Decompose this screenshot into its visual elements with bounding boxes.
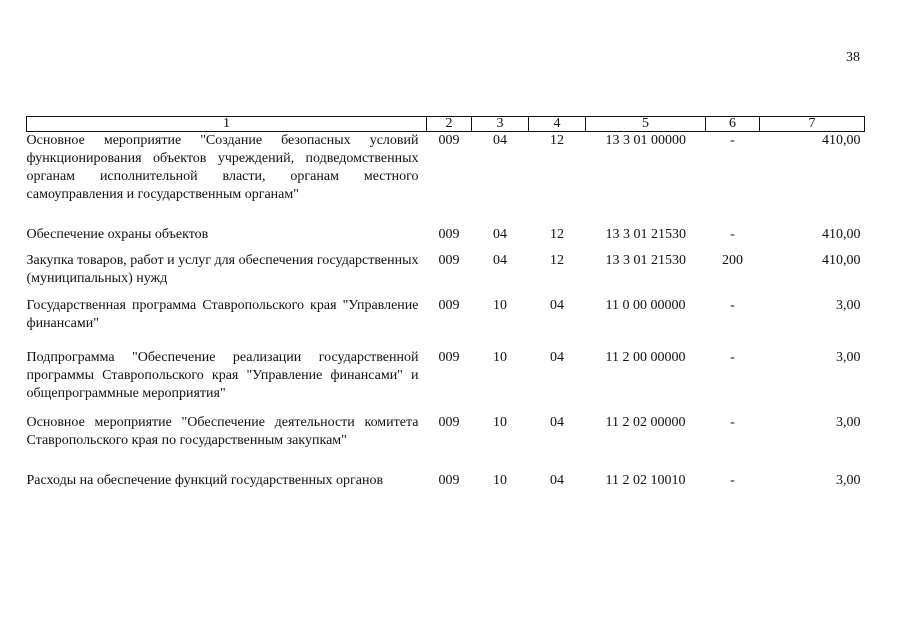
row-expense-type: - <box>730 473 735 488</box>
header-col-4: 4 <box>529 117 586 132</box>
page-number: 38 <box>846 50 860 65</box>
header-col-2: 2 <box>427 117 472 132</box>
row-ministry-code: 009 <box>438 227 460 242</box>
table-row <box>27 414 865 472</box>
table-row <box>27 132 865 227</box>
row-target-code: 13 3 01 21530 <box>605 227 686 242</box>
budget-table <box>26 116 865 494</box>
row-amount: 410,00 <box>822 133 861 148</box>
row-ministry-code: 009 <box>438 253 460 268</box>
row-expense-type: - <box>730 227 735 242</box>
header-col-1: 1 <box>27 117 427 132</box>
row-section-code: 04 <box>493 133 507 148</box>
row-subsection-code: 12 <box>550 253 564 268</box>
row-amount: 3,00 <box>836 298 861 313</box>
table-header-row <box>27 117 865 132</box>
row-target-code: 11 2 02 00000 <box>605 415 686 430</box>
row-name: Обеспечение охраны объектов <box>26 227 209 242</box>
row-ministry-code: 009 <box>438 298 460 313</box>
row-amount: 410,00 <box>822 253 861 268</box>
row-name: Закупка товаров, работ и услуг для обеспечения государственных (муниципальных) нужд <box>26 253 419 286</box>
row-expense-type: - <box>730 133 735 148</box>
row-amount: 3,00 <box>836 415 861 430</box>
row-target-code: 13 3 01 00000 <box>605 133 686 148</box>
row-target-code: 13 3 01 21530 <box>605 253 686 268</box>
row-subsection-code: 04 <box>550 473 564 488</box>
table-row <box>27 252 865 297</box>
row-section-code: 10 <box>493 298 507 313</box>
row-amount: 3,00 <box>836 473 861 488</box>
row-subsection-code: 04 <box>550 298 564 313</box>
table-row <box>27 226 865 252</box>
table-row <box>27 472 865 494</box>
row-amount: 410,00 <box>822 227 861 242</box>
row-subsection-code: 12 <box>550 227 564 242</box>
row-ministry-code: 009 <box>438 350 460 365</box>
row-ministry-code: 009 <box>438 415 460 430</box>
header-col-3: 3 <box>472 117 529 132</box>
row-subsection-code: 04 <box>550 415 564 430</box>
row-section-code: 10 <box>493 415 507 430</box>
row-name: Основное мероприятие "Обеспечение деятельности комитета Ставропольского края по государственным закупкам" <box>26 415 419 448</box>
row-expense-type: - <box>730 298 735 313</box>
row-name: Государственная программа Ставропольского края "Управление финансами" <box>26 298 419 331</box>
header-col-6: 6 <box>706 117 760 132</box>
table-row <box>27 297 865 349</box>
row-subsection-code: 12 <box>550 133 564 148</box>
row-target-code: 11 2 00 00000 <box>605 350 686 365</box>
row-name: Расходы на обеспечение функций государственных органов <box>26 473 384 488</box>
header-col-5: 5 <box>586 117 706 132</box>
table-row <box>27 349 865 414</box>
row-ministry-code: 009 <box>438 473 460 488</box>
header-col-7: 7 <box>760 117 865 132</box>
row-subsection-code: 04 <box>550 350 564 365</box>
row-target-code: 11 2 02 10010 <box>605 473 686 488</box>
row-expense-type: 200 <box>722 253 743 268</box>
row-ministry-code: 009 <box>438 133 460 148</box>
row-expense-type: - <box>730 415 735 430</box>
row-target-code: 11 0 00 00000 <box>605 298 686 313</box>
row-amount: 3,00 <box>836 350 861 365</box>
row-section-code: 10 <box>493 473 507 488</box>
row-section-code: 10 <box>493 350 507 365</box>
row-name: Основное мероприятие "Создание безопасных условий функционирования объектов учреждений, подведомственных органам исполнительной власти, органам местного самоуправления и государственным органам" <box>26 133 419 202</box>
row-name: Подпрограмма "Обеспечение реализации государственной программы Ставропольского края "Управление финансами" и общепрограммные мероприятия" <box>26 350 419 401</box>
row-section-code: 04 <box>493 253 507 268</box>
row-expense-type: - <box>730 350 735 365</box>
row-section-code: 04 <box>493 227 507 242</box>
